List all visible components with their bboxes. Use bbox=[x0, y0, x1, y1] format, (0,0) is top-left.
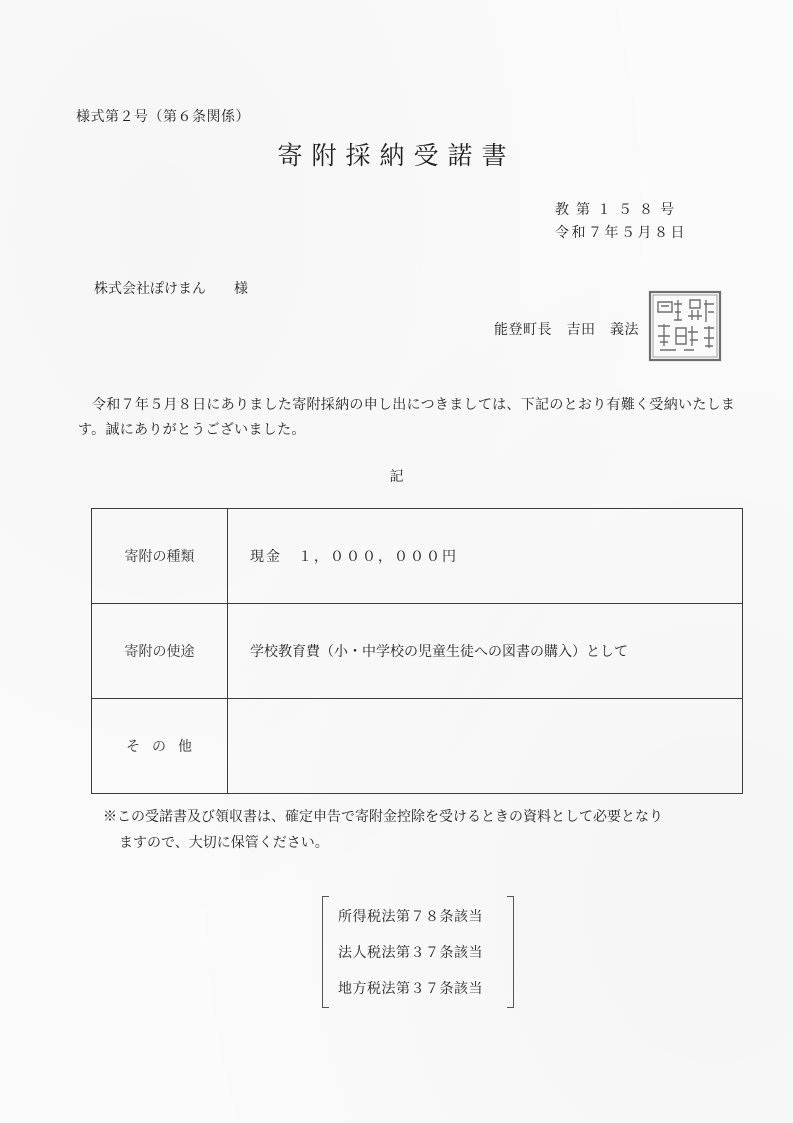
left-bracket bbox=[322, 896, 329, 1008]
law-line-income-tax: 所得税法第７８条該当 bbox=[338, 909, 483, 925]
sender-name: 能登町長 吉田 義法 bbox=[494, 322, 639, 338]
recipient bbox=[94, 278, 248, 298]
row-value-type: 現金 １，０００，０００円 bbox=[228, 509, 743, 604]
row-label-purpose: 寄附の使途 bbox=[92, 604, 228, 699]
recipient-honorific: 様 bbox=[234, 281, 248, 297]
recipient-name: 株式会社ぽけまん bbox=[94, 281, 206, 297]
body-paragraph: 令和７年５月８日にありました寄附採納の申し出につきましては、下記のとおり有難く受納いたします。誠にありがとうございました。 bbox=[78, 397, 736, 438]
law-line-local-tax: 地方税法第３７条該当 bbox=[338, 981, 483, 997]
row-value-purpose: 学校教育費（小・中学校の児童生徒への図書の購入）として bbox=[228, 604, 743, 699]
document-title: 寄附採納受諾書 bbox=[277, 141, 516, 170]
document-date: 令和７年５月８日 bbox=[555, 225, 687, 241]
form-number: 様式第２号（第６条関係） bbox=[76, 109, 250, 125]
right-bracket bbox=[507, 896, 514, 1008]
document-number: 教第１５８号 bbox=[555, 202, 681, 218]
official-seal-stamp bbox=[648, 290, 722, 362]
table-row bbox=[92, 604, 743, 699]
note-line-1: ※この受諾書及び領収書は、確定申告で寄附金控除を受けるときの資料として必要となり bbox=[103, 809, 663, 825]
ki-heading: 記 bbox=[389, 469, 404, 485]
donation-details-table bbox=[91, 508, 743, 794]
table-row bbox=[92, 699, 743, 794]
table-row bbox=[92, 509, 743, 604]
note-line-2: ますので、大切に保管ください。 bbox=[119, 835, 329, 851]
note bbox=[103, 804, 753, 856]
tax-law-box bbox=[322, 896, 514, 1008]
row-label-other: その他 bbox=[92, 699, 228, 794]
row-label-type: 寄附の種類 bbox=[92, 509, 228, 604]
law-line-corporate-tax: 法人税法第３７条該当 bbox=[338, 945, 483, 961]
row-value-other bbox=[228, 699, 743, 794]
